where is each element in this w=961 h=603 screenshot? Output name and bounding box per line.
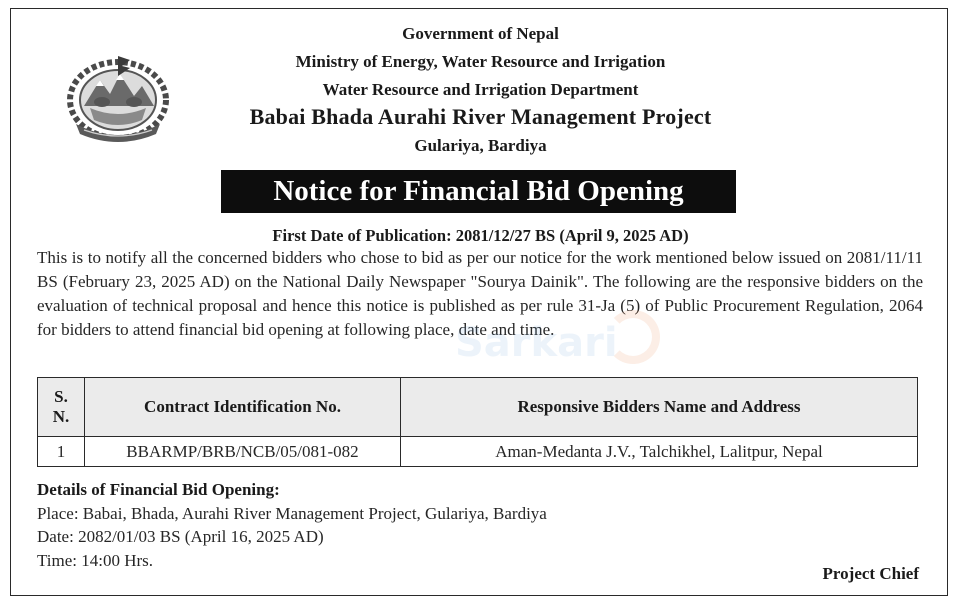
watermark-text: Sarkari bbox=[455, 320, 618, 366]
watermark-logo-icon bbox=[606, 310, 660, 364]
publication-date: First Date of Publication: 2081/12/27 BS (April 9, 2025 AD) bbox=[272, 226, 689, 245]
header-sn bbox=[38, 378, 85, 437]
table-header-row bbox=[38, 378, 918, 437]
header-sn-line2: N. bbox=[52, 407, 70, 426]
location-heading: Gulariya, Bardiya bbox=[414, 136, 547, 155]
signoff: Project Chief bbox=[822, 564, 919, 583]
details-time: Time: 14:00 Hrs. bbox=[37, 550, 154, 570]
header-contract: Contract Identification No. bbox=[85, 378, 401, 437]
ministry-heading: Ministry of Energy, Water Resource and Irrigation bbox=[295, 52, 666, 71]
details-date: Date: 2082/01/03 BS (April 16, 2025 AD) bbox=[37, 527, 324, 546]
notice-body: This is to notify all the concerned bidders who chose to bid as per our notice for the work mentioned below issued on 2081/11/11 BS (February 23, 2025 AD) on the National Daily Newspaper "Sourya Dainik". The following are the responsive bidders on the evaluation of technical proposal and hence this notice is published as per rule 31-Ja (5) of Public Procurement Regulation, 2064 for bidders to attend financial bid opening at following place, date and time. bbox=[37, 248, 923, 339]
project-heading: Babai Bhada Aurahi River Management Project bbox=[249, 104, 712, 129]
header-bidder: Responsive Bidders Name and Address bbox=[401, 378, 918, 437]
row-contract-id: BBARMP/BRB/NCB/05/081-082 bbox=[85, 437, 401, 467]
government-heading: Government of Nepal bbox=[402, 24, 559, 43]
row-bidder: Aman-Medanta J.V., Talchikhel, Lalitpur, Nepal bbox=[401, 437, 918, 467]
header-sn-line1: S. bbox=[54, 387, 68, 406]
department-heading: Water Resource and Irrigation Department bbox=[322, 80, 639, 99]
details-place: Place: Babai, Bhada, Aurahi River Management Project, Gulariya, Bardiya bbox=[37, 503, 547, 523]
bid-opening-details bbox=[37, 478, 547, 572]
notice-title: Notice for Financial Bid Opening bbox=[221, 170, 736, 213]
row-sn: 1 bbox=[38, 437, 85, 467]
details-title: Details of Financial Bid Opening: bbox=[37, 480, 280, 499]
bidders-table bbox=[37, 377, 918, 467]
table-row bbox=[38, 437, 918, 467]
